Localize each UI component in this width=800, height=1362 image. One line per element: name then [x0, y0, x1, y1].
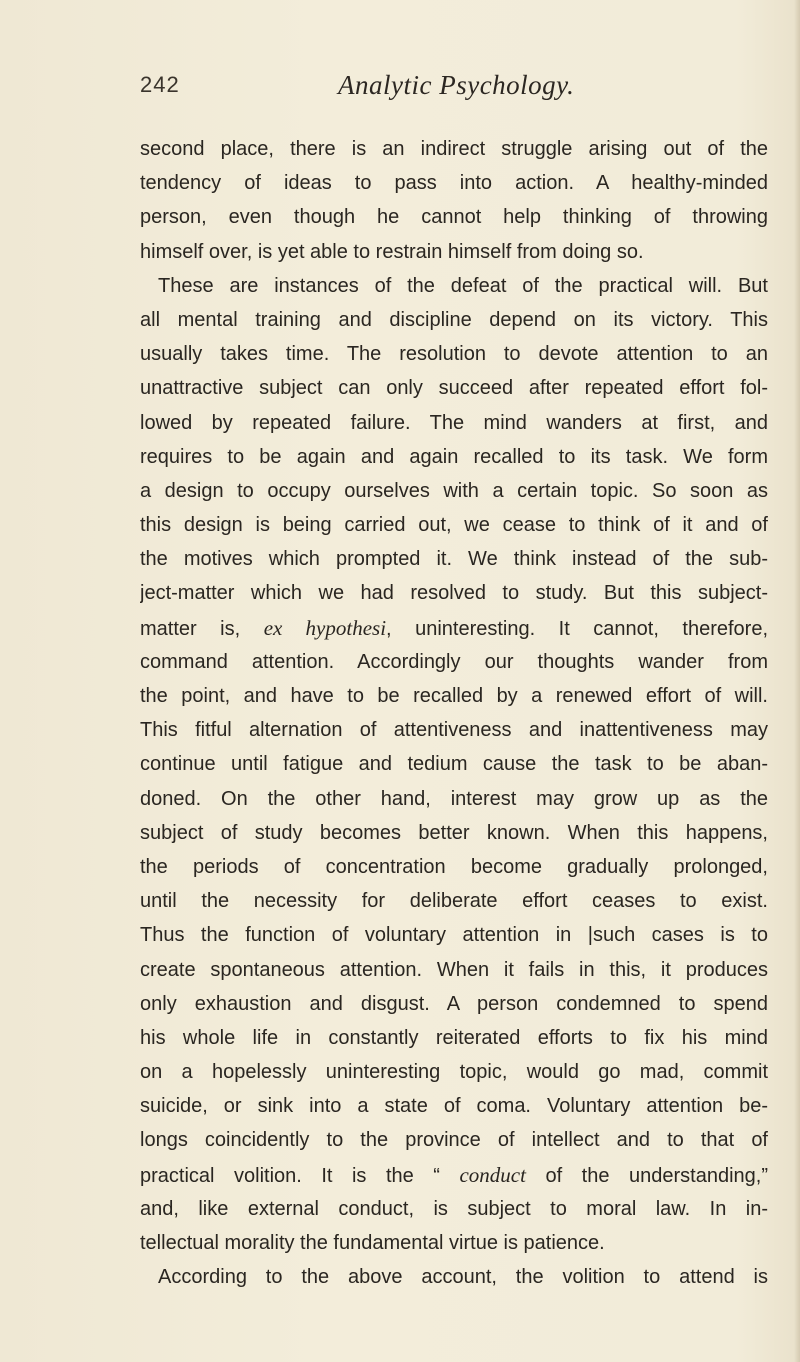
text-line: tellectual morality the fundamental virtue is patience. [140, 1232, 605, 1254]
running-head: Analytic Psychology. [338, 70, 575, 100]
text-line: continue until fatigue and tedium cause the task to be aban- [140, 753, 768, 776]
text-line: all mental training and discipline depend on its victory. This [140, 308, 768, 331]
text-line: person, even though he cannot help thinking of throwing [140, 206, 768, 229]
text-line: longs coincidently to the province of intellect and to that of [140, 1129, 768, 1152]
text-line: the motives which prompted it. We think instead of the sub- [140, 548, 768, 571]
italic-phrase: ex hypothesi [263, 615, 387, 640]
text-line: doned. On the other hand, interest may grow up as the [140, 787, 768, 810]
text-line: create spontaneous attention. When it fails in this, it produces [140, 958, 768, 981]
text-line: second place, there is an indirect struggle arising out of the [140, 138, 768, 160]
text-line: unattractive subject can only succeed after repeated effort fol- [140, 377, 768, 400]
text-line: himself over, is yet able to restrain himself from doing so. [140, 240, 644, 263]
text-line: These are instances of the defeat of the practical will. But [158, 274, 768, 297]
text-segment: matter is, [140, 617, 264, 640]
page-edge-shadow [794, 0, 800, 1362]
text-line: until the necessity for deliberate effort ceases to exist. [140, 890, 768, 913]
body-text [140, 132, 768, 1294]
text-line: According to the above account, the volition to attend is [158, 1266, 768, 1289]
text-line: the periods of concentration become gradually prolonged, [140, 855, 768, 878]
text-line: usually takes time. The resolution to devote attention to an [140, 343, 768, 366]
text-line: suicide, or sink into a state of coma. Voluntary attention be- [140, 1095, 768, 1118]
text-line [140, 1158, 768, 1192]
text-segment: , uninteresting. It cannot, therefore, [386, 617, 768, 640]
text-line: on a hopelessly uninteresting topic, would go mad, commit [140, 1061, 768, 1084]
text-segment: practical volition. It is the “ [140, 1164, 460, 1187]
text-line: Thus the function of voluntary attention in |such cases is to [140, 924, 768, 947]
page-header [140, 72, 760, 112]
text-line [140, 611, 768, 645]
text-line: this design is being carried out, we cease to think of it and of [140, 514, 768, 537]
text-line: subject of study becomes better known. When this happens, [140, 821, 768, 844]
text-line: command attention. Accordingly our thoughts wander from [140, 650, 768, 673]
text-line: lowed by repeated failure. The mind wanders at first, and [140, 411, 768, 434]
text-line: only exhaustion and disgust. A person condemned to spend [140, 992, 768, 1015]
italic-phrase: conduct [459, 1162, 526, 1187]
text-line: tendency of ideas to pass into action. A healthy-minded [140, 172, 768, 195]
text-line: a design to occupy ourselves with a certain topic. So soon as [140, 479, 768, 502]
page-number: 242 [140, 72, 180, 97]
text-line: and, like external conduct, is subject to moral law. In in- [140, 1197, 768, 1220]
text-segment: of the understanding,” [525, 1164, 768, 1187]
text-line: requires to be again and again recalled to its task. We form [140, 445, 768, 468]
text-line: the point, and have to be recalled by a renewed effort of will. [140, 685, 768, 707]
text-line: his whole life in constantly reiterated efforts to fix his mind [140, 1026, 768, 1049]
text-line: ject-matter which we had resolved to study. But this subject- [140, 582, 768, 605]
text-line: This fitful alternation of attentiveness and inattentiveness may [140, 719, 768, 742]
